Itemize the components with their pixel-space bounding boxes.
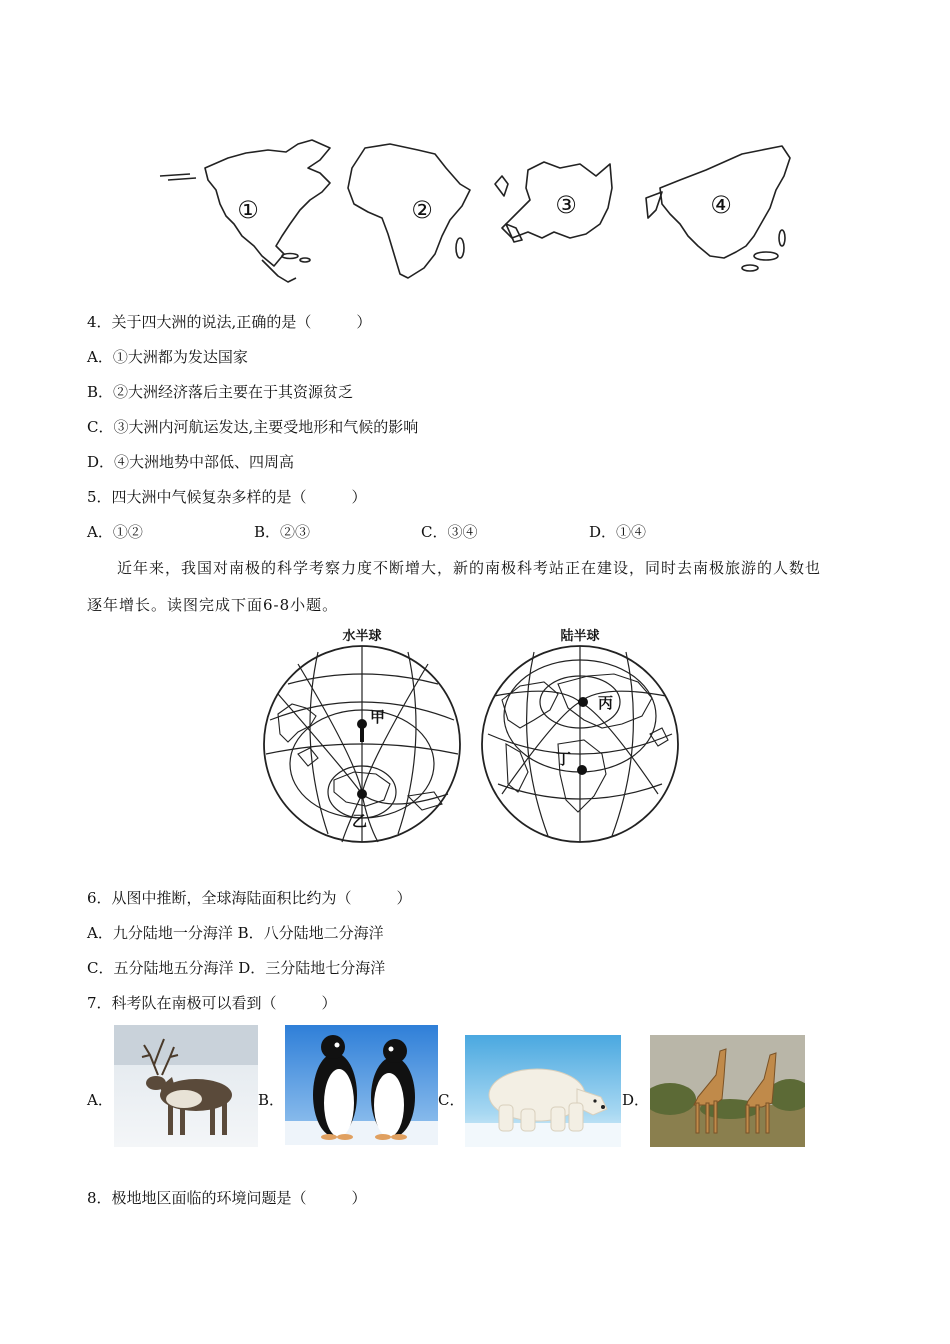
point-yi-label: 乙 bbox=[352, 812, 368, 830]
water-hemisphere-title: 水半球 bbox=[342, 629, 382, 644]
q5-option-a[interactable]: A．①② bbox=[87, 523, 143, 541]
continent-label-1: ① bbox=[237, 196, 259, 224]
hemisphere-globes bbox=[258, 624, 688, 854]
point-yi-marker bbox=[357, 789, 367, 799]
continent-label-2: ② bbox=[411, 196, 433, 224]
point-jia-stem bbox=[360, 724, 364, 742]
continent-label-3: ③ bbox=[555, 191, 577, 219]
q4-option-c[interactable]: C．③大洲内河航运发达,主要受地形和气候的影响 bbox=[87, 418, 419, 436]
penguins-photo[interactable] bbox=[285, 1025, 438, 1145]
africa-outline bbox=[348, 144, 470, 278]
q5-option-c[interactable]: C．③④ bbox=[421, 523, 478, 541]
continent-maps bbox=[150, 128, 800, 288]
point-ding-label: 丁 bbox=[556, 750, 572, 768]
land-hemisphere-title: 陆半球 bbox=[560, 629, 600, 644]
q7-stem: 7．科考队在南极可以看到（ ） bbox=[87, 994, 337, 1012]
q7-option-a-letter[interactable]: A． bbox=[87, 1091, 113, 1109]
q6-stem: 6．从图中推断，全球海陆面积比约为（ ） bbox=[87, 889, 412, 907]
q6-options-line-1[interactable]: A．九分陆地一分海洋 B．八分陆地二分海洋 bbox=[87, 924, 384, 942]
q5-option-d[interactable]: D．①④ bbox=[589, 523, 647, 541]
q4-stem: 4．关于四大洲的说法,正确的是（ ） bbox=[87, 313, 372, 331]
polar-bear-photo[interactable] bbox=[465, 1035, 621, 1147]
q6-options-line-2[interactable]: C．五分陆地五分海洋 D．三分陆地七分海洋 bbox=[87, 959, 386, 977]
q7-option-d-letter[interactable]: D． bbox=[622, 1091, 650, 1109]
intro-paragraph bbox=[87, 558, 863, 615]
reindeer-photo[interactable] bbox=[114, 1025, 258, 1147]
point-jia-label: 甲 bbox=[370, 708, 386, 726]
q7-option-c-letter[interactable]: C． bbox=[438, 1091, 465, 1109]
intro-line-2: 逐年增长。读图完成下面6-8小题。 bbox=[87, 596, 339, 614]
continent-label-4: ④ bbox=[710, 191, 732, 219]
q4-option-d[interactable]: D．④大洲地势中部低、四周高 bbox=[87, 453, 295, 471]
giraffes-photo[interactable] bbox=[650, 1035, 805, 1147]
q7-option-b-letter[interactable]: B． bbox=[258, 1091, 285, 1109]
north-america-outline bbox=[205, 140, 330, 266]
point-bing-label: 丙 bbox=[598, 694, 614, 712]
q4-option-a[interactable]: A．①大洲都为发达国家 bbox=[87, 348, 248, 366]
point-bing-marker bbox=[578, 697, 588, 707]
q8-stem: 8．极地地区面临的环境问题是（ ） bbox=[87, 1189, 367, 1207]
q5-stem: 5．四大洲中气候复杂多样的是（ ） bbox=[87, 488, 367, 506]
land-hemisphere-globe bbox=[482, 646, 678, 842]
q4-option-b[interactable]: B．②大洲经济落后主要在于其资源贫乏 bbox=[87, 383, 354, 401]
point-ding-marker bbox=[577, 765, 587, 775]
q5-option-b[interactable]: B．②③ bbox=[254, 523, 311, 541]
intro-line-1: 近年来，我国对南极的科学考察力度不断增大，新的南极科考站正在建设，同时去南极旅游的人数也 bbox=[117, 559, 822, 577]
